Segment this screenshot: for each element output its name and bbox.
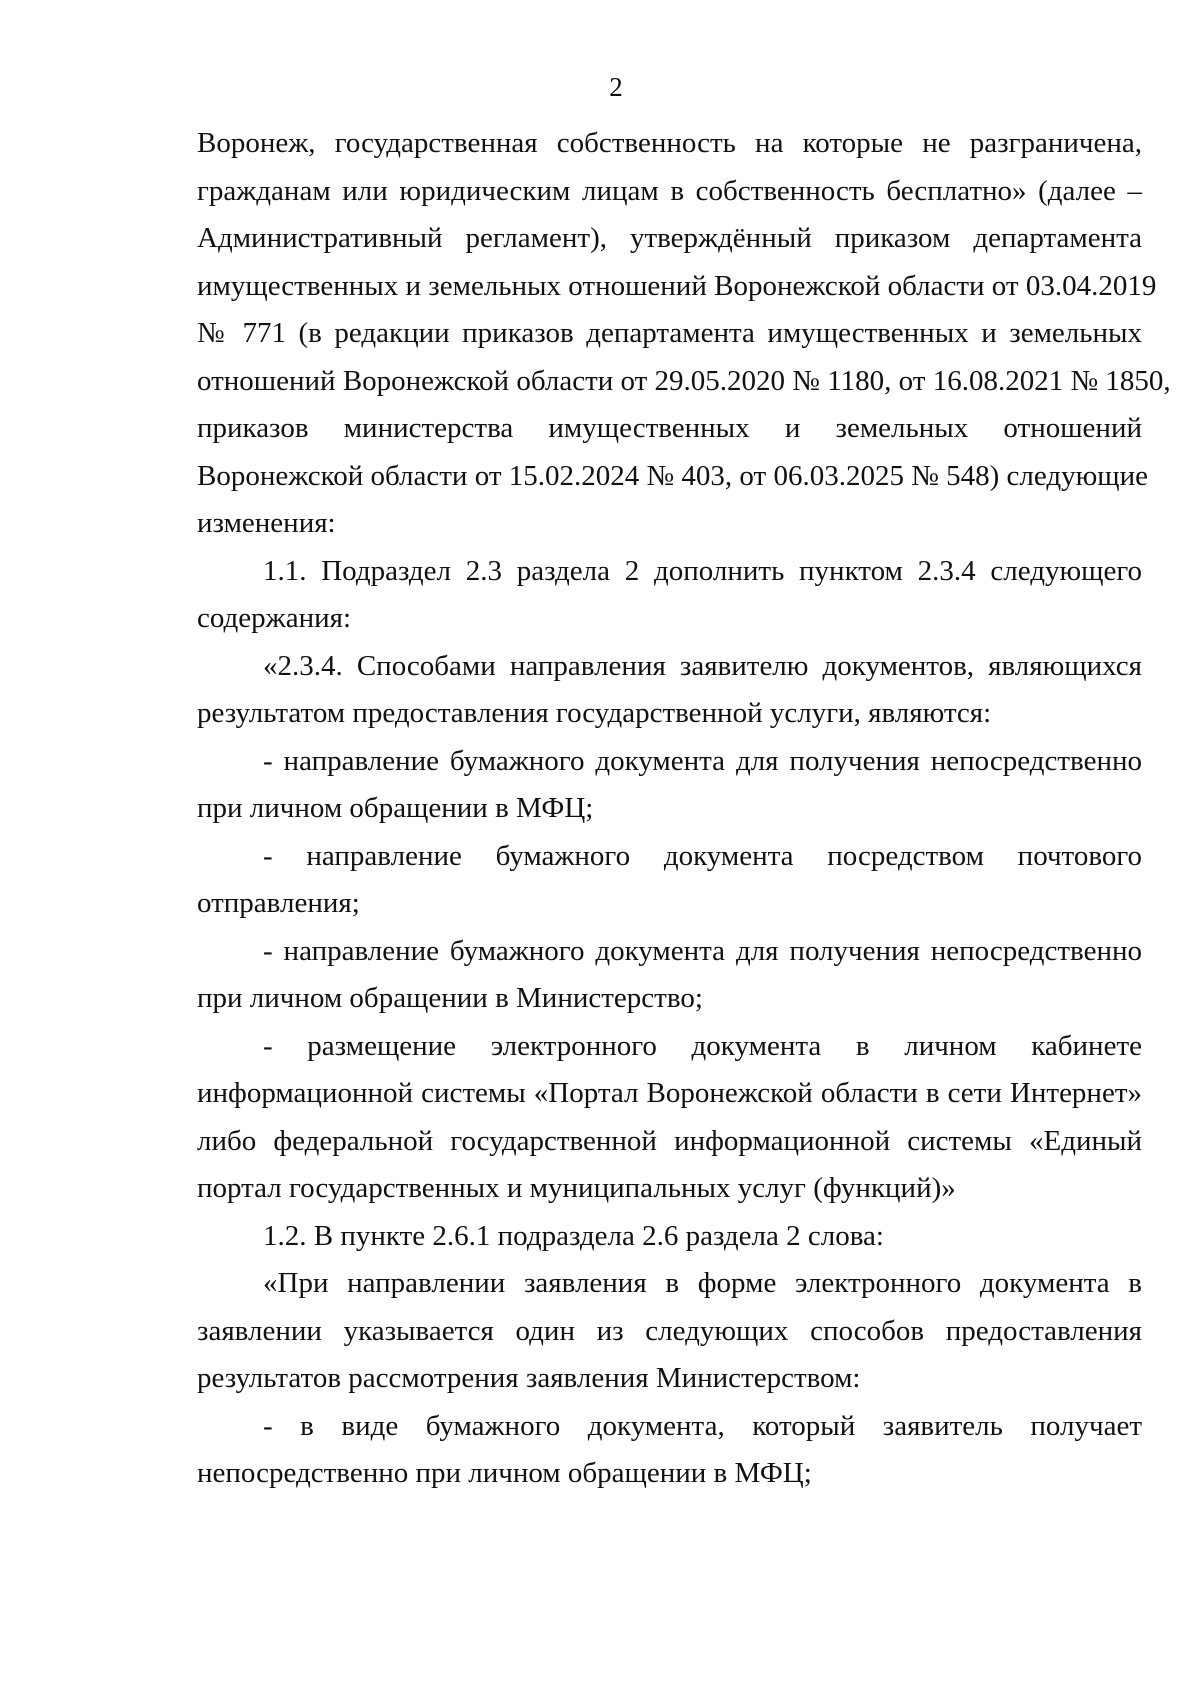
list-item-ministry	[197, 928, 1142, 1023]
text-line: либо федеральной государственной информационной системы «Единый	[197, 1124, 1142, 1157]
text-line: портал государственных и муниципальных услуг (функций)»	[197, 1172, 956, 1204]
text-line: имущественных и земельных отношений Воронежской области от 03.04.2019	[197, 269, 1157, 302]
text-line: при личном обращении в МФЦ;	[197, 792, 594, 824]
text-line: отношений Воронежской области от 29.05.2020 № 1180, от 16.08.2021 № 1850,	[197, 364, 1171, 397]
page-number: 2	[609, 72, 623, 102]
paragraph-quote	[197, 1260, 1142, 1403]
text-line: Воронеж, государственная собственность на которые не разграничена,	[197, 127, 1142, 159]
text-line: приказов министерства имущественных и земельных отношений	[197, 412, 1142, 444]
text-line: - в виде бумажного документа, который заявитель получает	[263, 1409, 1142, 1442]
text-line: 1.1. Подраздел 2.3 раздела 2 дополнить пунктом 2.3.4 следующего	[263, 554, 1142, 587]
text-line: гражданам или юридическим лицам в собственность бесплатно» (далее –	[197, 174, 1142, 207]
text-line: информационной системы «Портал Воронежской области в сети Интернет»	[197, 1077, 1142, 1109]
list-item-paper	[197, 1403, 1142, 1498]
document-body	[197, 120, 1171, 1498]
text-line: «При направлении заявления в форме электронного документа в	[263, 1267, 1142, 1299]
text-line: Воронежской области от 15.02.2024 № 403, от 06.03.2025 № 548) следующие	[197, 459, 1148, 492]
list-item-mfc	[197, 738, 1142, 833]
text-line: при личном обращении в Министерство;	[197, 982, 703, 1014]
text-line: № 771 (в редакции приказов департамента имущественных и земельных	[197, 317, 1142, 349]
text-line: непосредственно при личном обращении в МФЦ;	[197, 1457, 812, 1489]
paragraph-2-3-4	[197, 643, 1142, 738]
text-line: - размещение электронного документа в личном кабинете	[263, 1029, 1142, 1062]
paragraph-1-1	[197, 548, 1142, 643]
text-line: результатом предоставления государственной услуги, являются:	[197, 697, 992, 729]
list-item-electronic	[197, 1023, 1142, 1213]
text-line: результатов рассмотрения заявления Министерством:	[197, 1362, 861, 1394]
text-line: 1.2. В пункте 2.6.1 подраздела 2.6 раздела 2 слова:	[263, 1219, 884, 1252]
text-line: заявлении указывается один из следующих способов предоставления	[197, 1314, 1142, 1347]
text-line: - направление бумажного документа для получения непосредственно	[263, 934, 1142, 967]
text-line: отправления;	[197, 887, 360, 919]
list-item-post	[197, 833, 1142, 928]
text-line: изменения:	[197, 507, 336, 539]
text-line: Административный регламент), утверждённый приказом департамента	[197, 222, 1142, 254]
paragraph-1-2	[197, 1213, 1142, 1261]
paragraph-intro	[197, 120, 1171, 548]
text-line: содержания:	[197, 602, 352, 634]
text-line: - направление бумажного документа посредством почтового	[263, 839, 1142, 872]
text-line: «2.3.4. Способами направления заявителю документов, являющихся	[263, 649, 1142, 682]
text-line: - направление бумажного документа для получения непосредственно	[263, 744, 1142, 777]
